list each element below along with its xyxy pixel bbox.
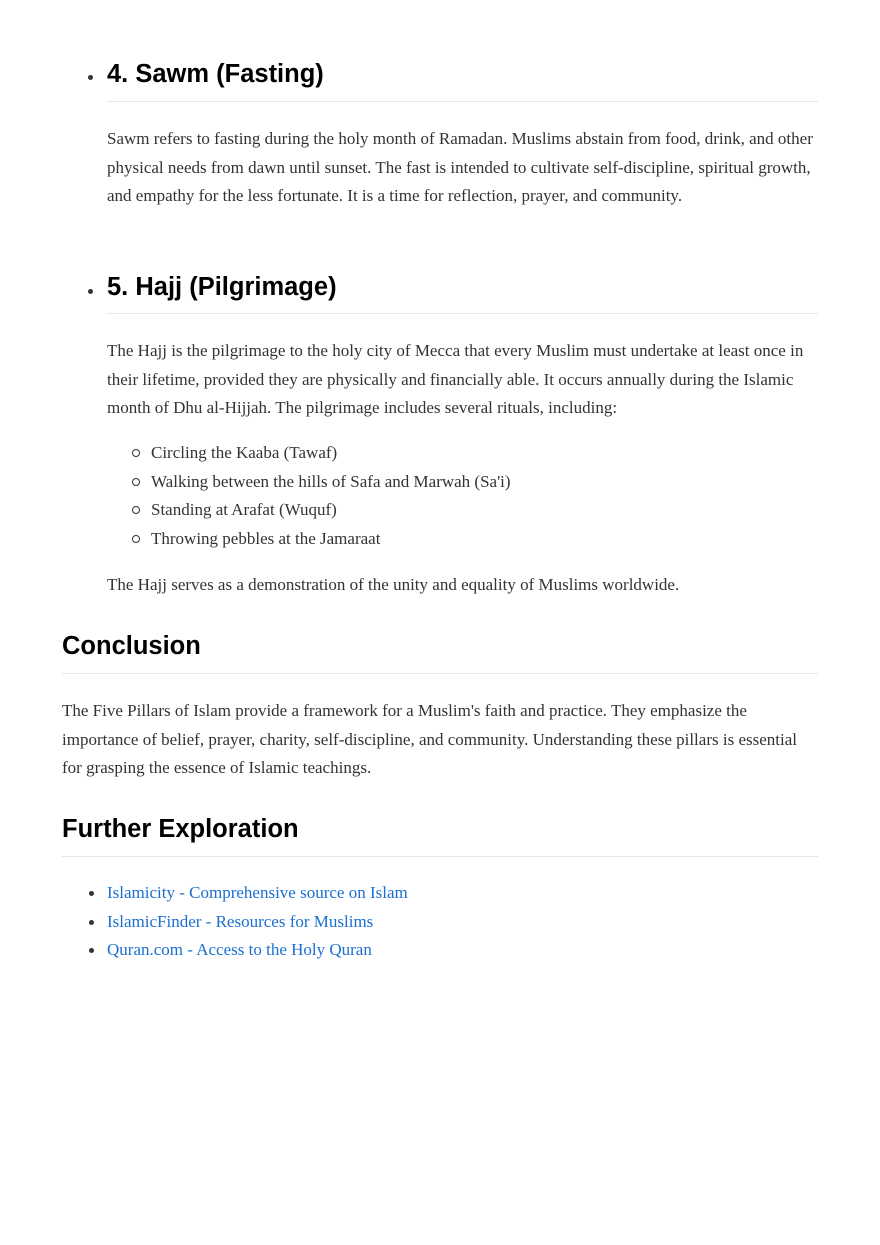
- list-bullet: [88, 289, 93, 294]
- sawm-paragraph: Sawm refers to fasting during the holy month of Ramadan. Muslims abstain from food, drink, and other physical needs from dawn until sunset. The fast is intended to cultivate self-discipline, spiritual growth, and empathy for the less fortunate. It is a time for reflection, prayer, and community.: [107, 129, 813, 205]
- circle-bullet-icon: [132, 449, 140, 457]
- islamicfinder-link[interactable]: IslamicFinder - Resources for Muslims: [107, 911, 374, 931]
- hajj-rituals-list: [151, 439, 811, 553]
- list-item: [151, 439, 811, 468]
- further-heading: Further Exploration: [62, 815, 299, 843]
- list-item: [151, 468, 811, 497]
- circle-bullet-icon: [132, 535, 140, 543]
- hajj-paragraph: The Hajj is the pilgrimage to the holy city of Mecca that every Muslim must undertake at least once in their lifetime, provided they are physically and financially able. It occurs annually during the Islamic month of Dhu al-Hijjah. The pilgrimage includes several rituals, including:: [107, 341, 804, 417]
- ritual-text: Throwing pebbles at the Jamaraat: [151, 528, 381, 548]
- further-links-list: [107, 879, 807, 965]
- heading-divider: [62, 856, 818, 857]
- heading-divider: [62, 673, 818, 674]
- list-item: [107, 879, 807, 908]
- sawm-heading: 4. Sawm (Fasting): [107, 60, 324, 88]
- ritual-text: Circling the Kaaba (Tawaf): [151, 443, 338, 462]
- list-bullet: [89, 948, 94, 953]
- list-item: [151, 496, 811, 525]
- list-item: [151, 525, 811, 554]
- list-item: [107, 936, 807, 965]
- circle-bullet-icon: [132, 478, 140, 486]
- circle-bullet-icon: [132, 506, 140, 514]
- heading-divider: [107, 313, 818, 314]
- list-bullet: [88, 75, 93, 80]
- list-bullet: [89, 920, 94, 925]
- conclusion-paragraph: The Five Pillars of Islam provide a framework for a Muslim's faith and practice. They emphasize the importance of belief, prayer, charity, self-discipline, and community. Understanding these pillars is essential for grasping the essence of Islamic teachings.: [62, 701, 797, 777]
- list-bullet: [89, 891, 94, 896]
- islamicity-link[interactable]: Islamicity - Comprehensive source on Islam: [107, 883, 408, 902]
- conclusion-heading: Conclusion: [62, 632, 201, 660]
- ritual-text: Standing at Arafat (Wuquf): [151, 500, 337, 519]
- quran-com-link[interactable]: Quran.com - Access to the Holy Quran: [107, 940, 372, 959]
- list-item: [107, 908, 807, 937]
- heading-divider: [107, 101, 818, 102]
- hajj-closing: The Hajj serves as a demonstration of the unity and equality of Muslims worldwide.: [107, 575, 680, 594]
- hajj-heading: 5. Hajj (Pilgrimage): [107, 273, 337, 301]
- ritual-text: Walking between the hills of Safa and Marwah (Sa'i): [151, 471, 511, 491]
